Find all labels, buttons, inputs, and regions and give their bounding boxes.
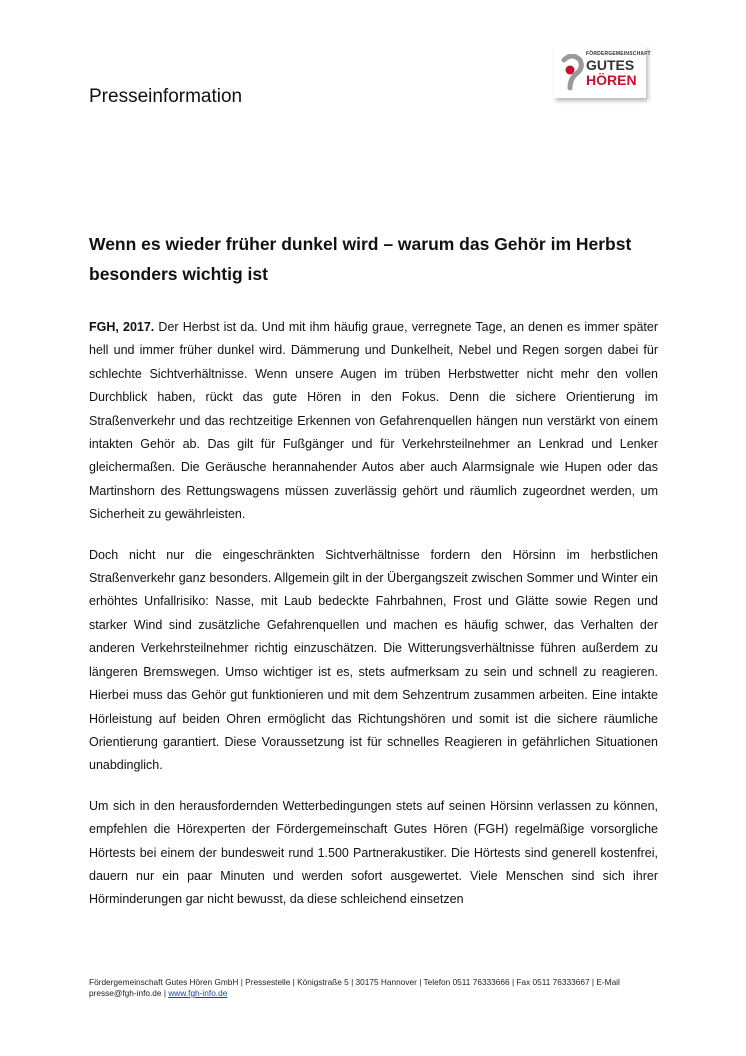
paragraph-3: Um sich in den herausfordernden Wetterbedingungen stets auf seinen Hörsinn verlassen zu können, empfehlen die Hörexperten der Fördergemeinschaft Gutes Hören (FGH) regelmäßige vorsorgliche Hörtests bei einem der bundesweit rund 1.500 Partnerakustiker. Die Hörtests sind generell kostenfrei, dauern nur ein paar Minuten und werden sofort ausgewertet. Viele Menschen sind sich ihrer Hörminderungen gar nicht bewusst, da diese schleichend einsetzen [89,798,658,907]
website-link[interactable]: www.fgh-info.de [168,988,228,998]
logo-line-hoeren: HÖREN [586,72,637,88]
logo-top-line: FÖRDERGEMEINSCHAFT [586,51,651,57]
logo-line-gutes: GUTES [586,57,635,73]
headline: Wenn es wieder früher dunkel wird – warum das Gehör im Herbst besonders wichtig ist [89,234,632,284]
paragraph-2: Doch nicht nur die eingeschränkten Sichtverhältnisse fordern den Hörsinn im herbstlichen Straßenverkehr ganz besonders. Allgemein gilt in der Übergangszeit zwischen Sommer und Winter ein erhöhtes Unfallrisiko: Nasse, mit Laub bedeckte Fahrbahnen, Frost und Glätte sowie Regen und starker Wind sind zusätzliche Gefahrenquellen und machen es häufig schwer, das Verhalten der anderen Verkehrsteilnehmer richtig einzuschätzen. Die Witterungsverhältnisse führen außerdem zu längeren Bremswegen. Umso wichtiger ist es, stets aufmerksam zu sein und schnell zu reagieren. Hierbei muss das Gehör gut funktionieren und mit dem Sehzentrum zusammen arbeiten. Eine intakte Hörleistung auf beiden Ohren ermöglicht das Richtungshören und somit ist die sichere räumliche Orientierung garantiert. Diese Voraussetzung ist für schnelles Reagieren in gefährlichen Situationen unabdinglich. [89,547,658,773]
paragraph-1-text: Der Herbst ist da. Und mit ihm häufig graue, verregnete Tage, an denen es immer später hell und immer früher dunkel wird. Dämmerung und Dunkelheit, Nebel und Regen sorgen dabei für schlechte Sichtverhältnisse. Wenn unsere Augen im trüben Herbstwetter nicht mehr den vollen Durchblick haben, rückt das gute Hören in den Fokus. Denn die sichere Orientierung im Straßenverkehr und das rechtzeitige Erkennen von Gefahrenquellen hängen nun verstärkt von einem intakten Gehör ab. Das gilt für Fußgänger und für Verkehrsteilnehmer an Lenkrad und Lenker gleichermaßen. Die Geräusche herannahender Autos aber auch Alarmsignale wie Hupen oder das Martinshorn des Rettungswagens müssen zuverlässig gehört und räumlich zugeordnet werden, um Sicherheit zu gewährleisten. [89,320,658,522]
ear-mark-icon [558,54,584,94]
page-title: Presseinformation [89,86,243,107]
article-body [89,316,658,929]
footer [89,977,664,999]
footer-contact: Fördergemeinschaft Gutes Hören GmbH | Pressestelle | Königstraße 5 | 30175 Hannover | Telefon 0511 76333666 | Fax 0511 76333667 | E-Mail presse@fgh-info.de | [89,977,620,998]
paragraph-1 [89,316,658,527]
dateline: FGH, 2017. [89,320,155,334]
fgh-logo [554,46,651,98]
